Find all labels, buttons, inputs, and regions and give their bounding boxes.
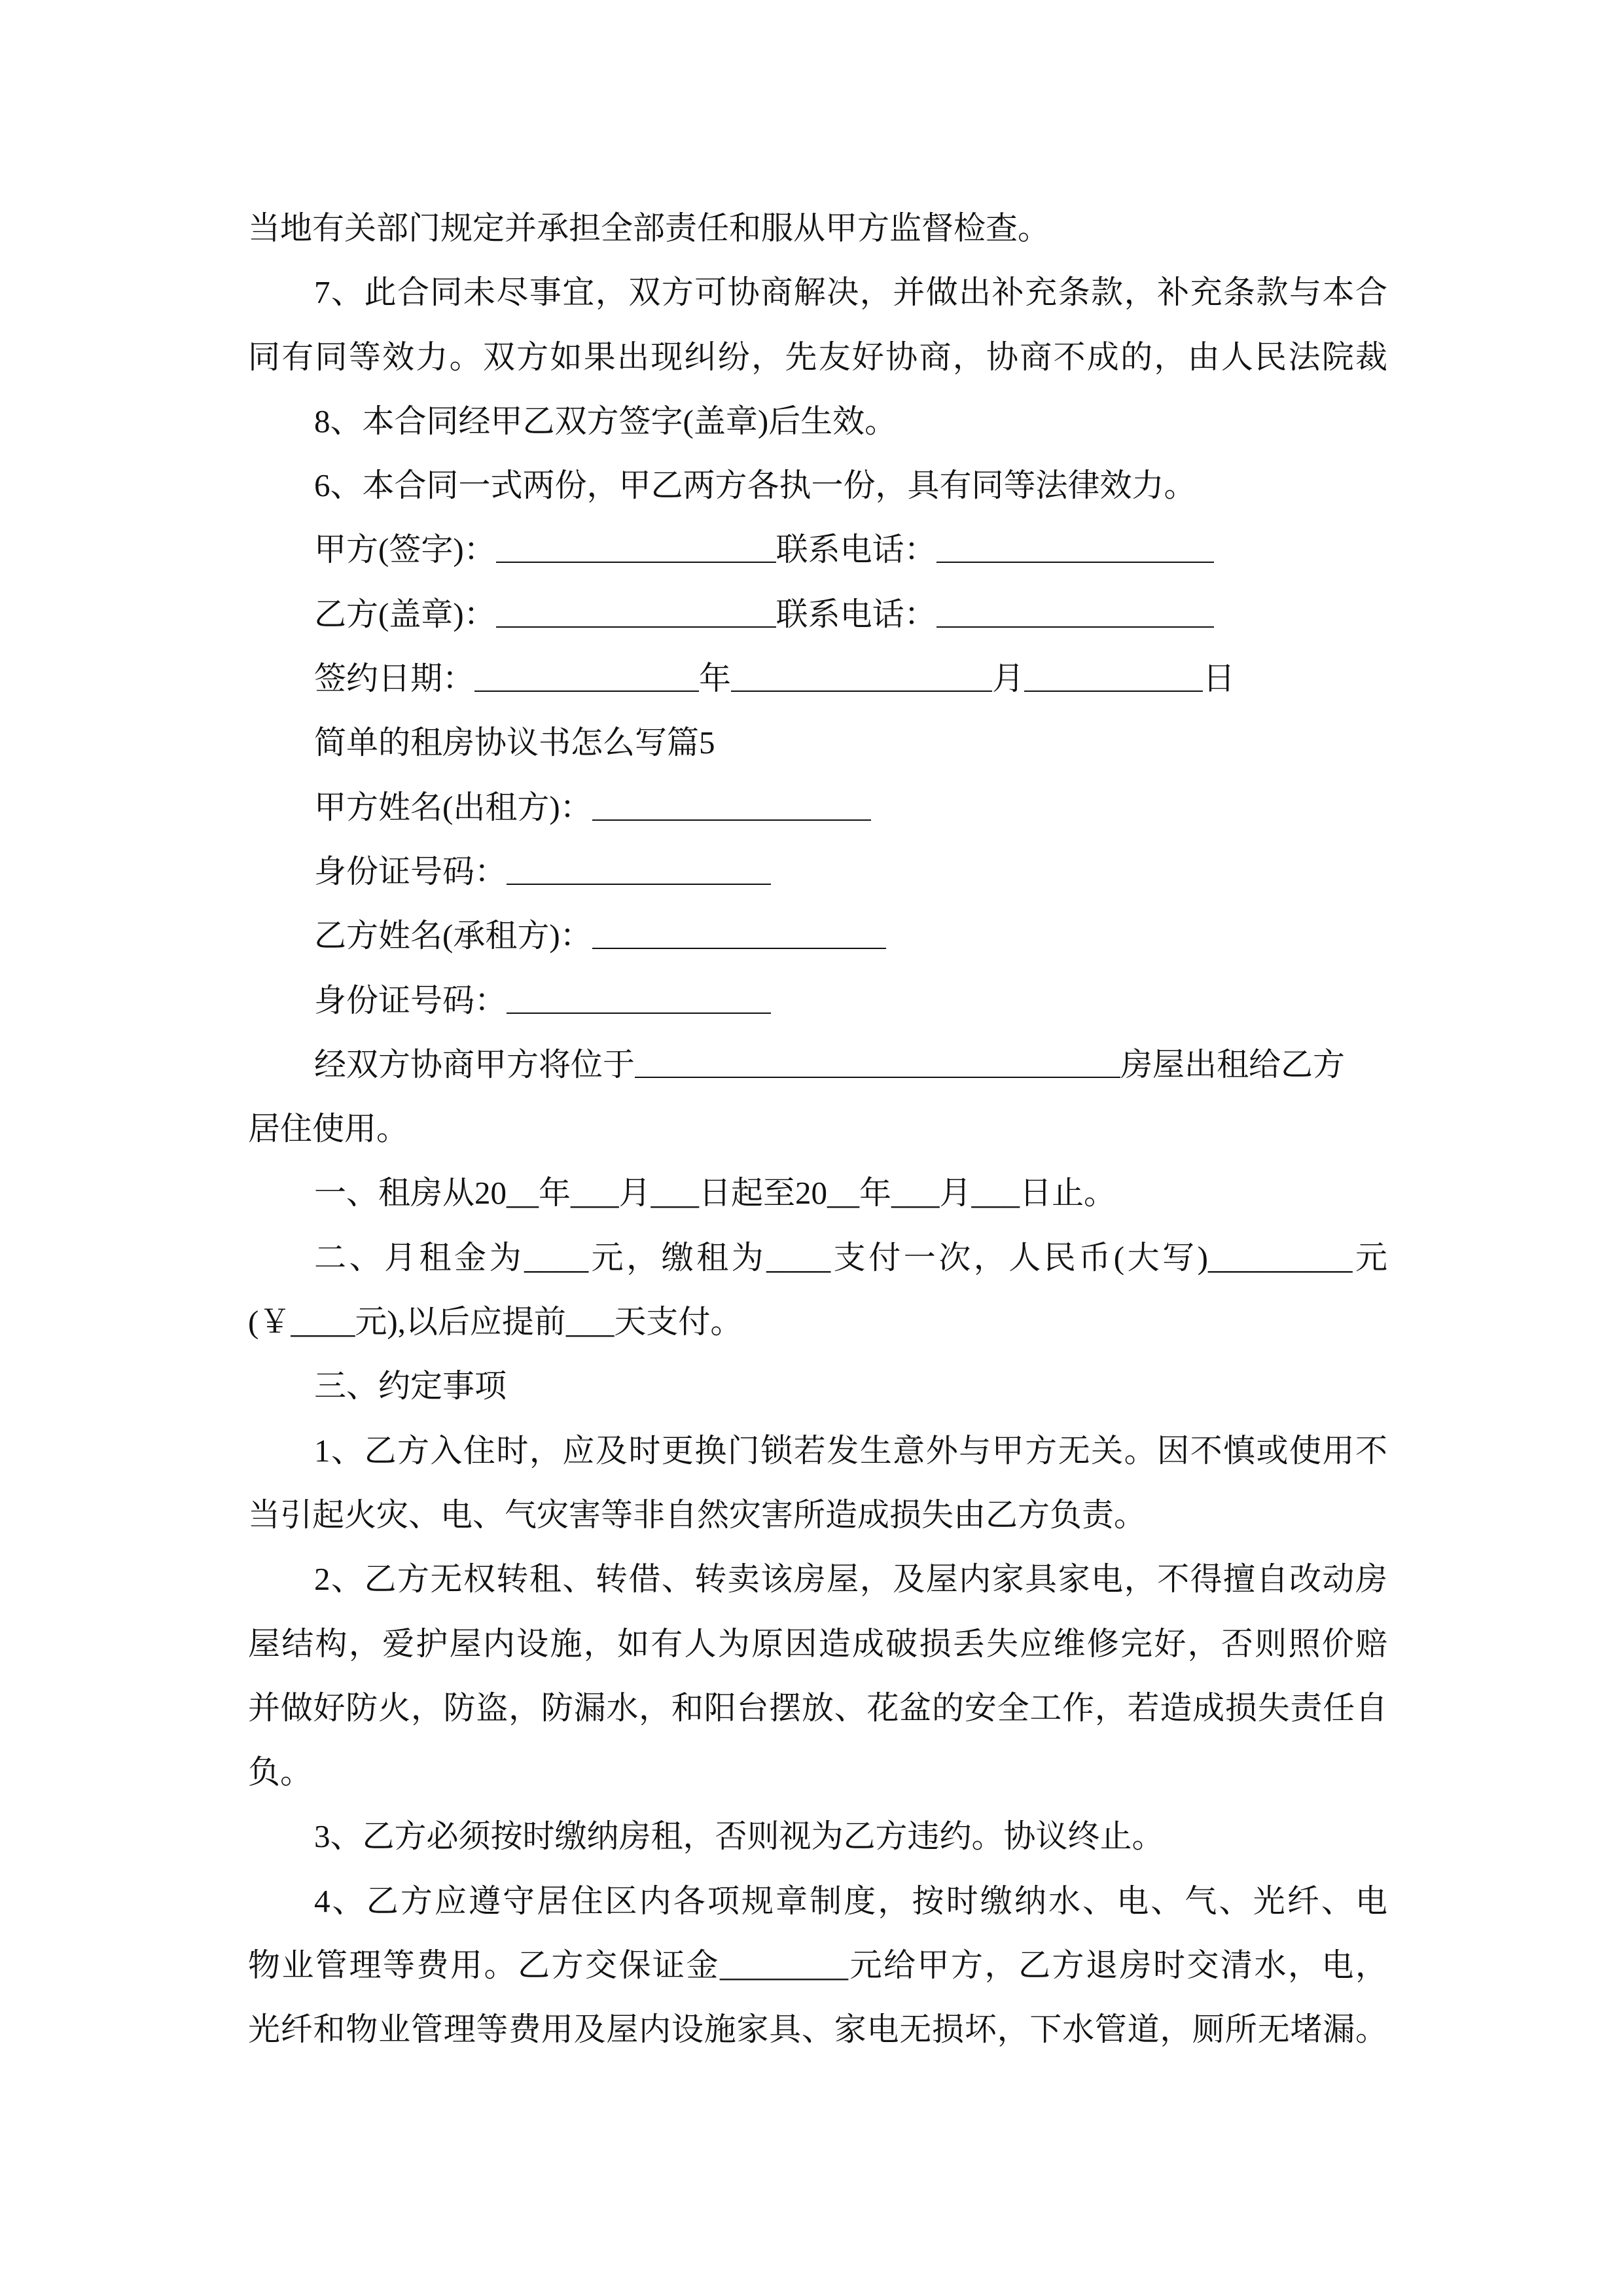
party-b-seal-blank[interactable] <box>496 600 776 628</box>
year-blank[interactable] <box>474 664 699 692</box>
text-line: 居住使用。 <box>248 1111 409 1147</box>
tenant-name-blank[interactable] <box>592 922 886 949</box>
landlord-name-label: 甲方姓名(出租方)： <box>314 789 592 825</box>
item-3: 3、乙方必须按时缴纳房租，否则视为乙方违约。协议终止。 <box>314 1818 1164 1855</box>
landlord-id-label: 身份证号码： <box>314 853 507 889</box>
item-4-cont: 光纤和物业管理等费用及屋内设施家具、家电无损坏，下水管道，厕所无堵漏。 <box>248 2011 1387 2048</box>
tenant-name-label: 乙方姓名(承租方)： <box>314 918 592 954</box>
landlord-name-row <box>248 776 1387 840</box>
location-suffix: 房屋出租给乙方 <box>1120 1046 1346 1083</box>
tenant-id-blank[interactable] <box>507 986 771 1014</box>
location-label: 经双方协商甲方将位于 <box>314 1046 635 1083</box>
rent-amount-cont: (￥____元),以后应提前___天支付。 <box>248 1304 743 1340</box>
party-b-phone-blank[interactable] <box>936 600 1214 628</box>
item-4: 4、乙方应遵守居住区内各项规章制度，按时缴纳水、电、气、光纤、电 <box>314 1882 1387 1919</box>
party-b-signature-row <box>248 583 1387 647</box>
item-1: 1、乙方入住时，应及时更换门锁若发生意外与甲方无关。因不慎或使用不 <box>314 1432 1387 1469</box>
tenant-name-row <box>248 904 1387 968</box>
landlord-id-row <box>248 840 1387 904</box>
party-b-label: 乙方(盖章)： <box>314 596 496 632</box>
item-2: 2、乙方无权转租、转借、转卖该房屋，及屋内家具家电，不得擅自改动房 <box>314 1561 1387 1598</box>
item-4-cont: 物业管理等费用。乙方交保证金________元给甲方，乙方退房时交清水，电， <box>248 1947 1387 1984</box>
party-a-signature-blank[interactable] <box>496 535 776 563</box>
item-2-cont: 并做好防火，防盗，防漏水，和阳台摆放、花盆的安全工作，若造成损失责任自 <box>248 1689 1387 1726</box>
month-label: 月 <box>992 660 1025 697</box>
party-a-phone-blank[interactable] <box>936 535 1214 563</box>
rent-period: 一、租房从20__年___月___日起至20__年___月___日止。 <box>314 1175 1116 1211</box>
agreed-items-heading: 三、约定事项 <box>314 1368 507 1405</box>
item-1-cont: 当引起火灾、电、气灾害等非自然灾害所造成损失由乙方负责。 <box>248 1496 1147 1533</box>
sign-date-label: 签约日期： <box>314 660 475 697</box>
tenant-id-label: 身份证号码： <box>314 982 507 1018</box>
party-a-label: 甲方(签字)： <box>314 531 496 568</box>
rent-amount: 二、月租金为____元，缴租为____支付一次，人民币(大写)_________元 <box>314 1239 1387 1276</box>
day-blank[interactable] <box>1024 664 1203 692</box>
text-line: 当地有关部门规定并承担全部责任和服从甲方监督检查。 <box>248 210 1050 246</box>
party-b-phone-label: 联系电话： <box>776 596 936 632</box>
clause-6: 6、本合同一式两份，甲乙两方各执一份，具有同等法律效力。 <box>314 467 1196 504</box>
sign-date-row <box>248 647 1387 711</box>
month-blank[interactable] <box>731 664 992 692</box>
document-page <box>248 196 1387 2062</box>
location-row <box>248 1033 1387 1097</box>
year-label: 年 <box>699 660 732 697</box>
landlord-name-blank[interactable] <box>592 793 871 821</box>
tenant-id-row <box>248 969 1387 1033</box>
location-blank[interactable] <box>635 1050 1120 1078</box>
clause-7: 7、此合同未尽事宜，双方可协商解决，并做出补充条款，补充条款与本合 <box>314 274 1387 311</box>
landlord-id-blank[interactable] <box>507 857 771 885</box>
clause-8: 8、本合同经甲乙双方签字(盖章)后生效。 <box>314 403 897 439</box>
section-title: 简单的租房协议书怎么写篇5 <box>314 725 715 761</box>
clause-7-cont: 同有同等效力。双方如果出现纠纷，先友好协商，协商不成的，由人民法院裁 <box>248 338 1387 375</box>
item-2-cont: 屋结构，爱护屋内设施，如有人为原因造成破损丢失应维修完好，否则照价赔 <box>248 1625 1387 1662</box>
party-a-signature-row <box>248 518 1387 582</box>
item-2-cont: 负。 <box>248 1754 313 1791</box>
party-a-phone-label: 联系电话： <box>776 531 936 568</box>
day-label: 日 <box>1203 660 1236 697</box>
